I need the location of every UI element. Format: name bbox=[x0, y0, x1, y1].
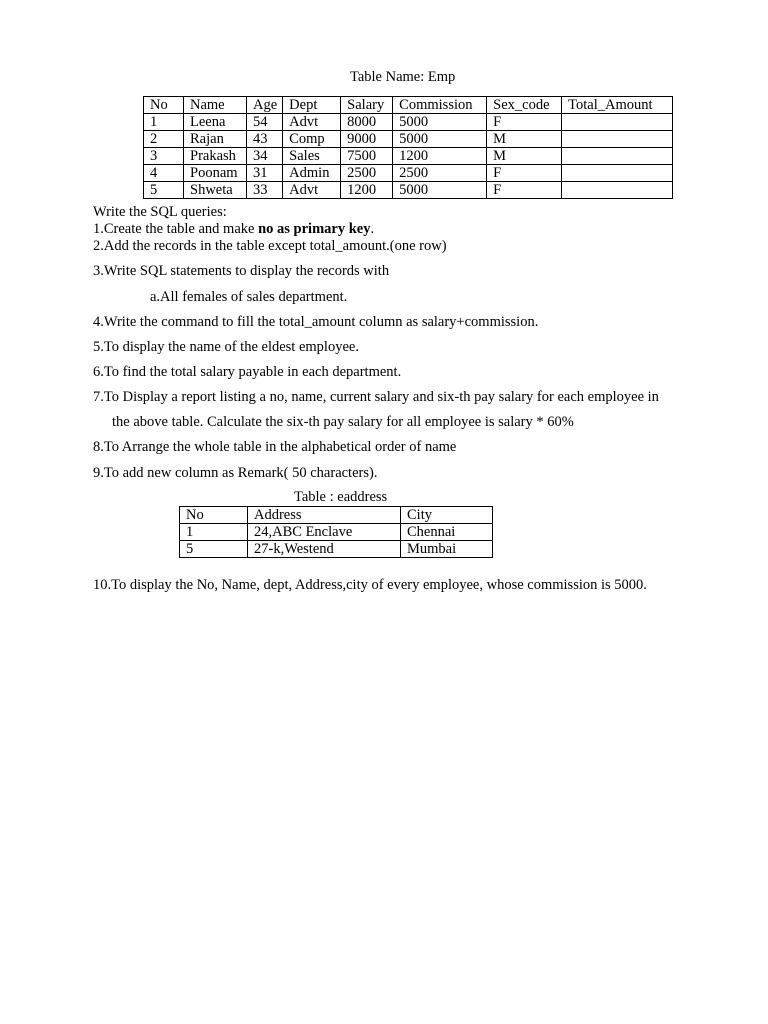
table-cell: F bbox=[487, 165, 562, 182]
table-cell: Advt bbox=[283, 182, 341, 199]
table-cell: M bbox=[487, 148, 562, 165]
eaddress-table-header-row bbox=[180, 507, 493, 524]
table-row bbox=[144, 114, 673, 131]
table-cell: Chennai bbox=[401, 524, 493, 541]
table-cell: Leena bbox=[184, 114, 247, 131]
emp-table-caption: Table Name: Emp bbox=[350, 69, 456, 85]
emp-header-cell: Name bbox=[184, 97, 247, 114]
table-cell: 2 bbox=[144, 131, 184, 148]
table-cell: 34 bbox=[247, 148, 283, 165]
table-cell: M bbox=[487, 131, 562, 148]
eaddress-header-cell: No bbox=[180, 507, 248, 524]
table-cell bbox=[562, 114, 673, 131]
table-cell bbox=[562, 165, 673, 182]
question-2: 2.Add the records in the table except total_amount.(one row) bbox=[93, 238, 447, 254]
table-cell: 4 bbox=[144, 165, 184, 182]
table-cell: Advt bbox=[283, 114, 341, 131]
eaddress-header-cell: Address bbox=[248, 507, 401, 524]
table-cell: F bbox=[487, 114, 562, 131]
emp-header-cell: Salary bbox=[341, 97, 393, 114]
table-cell: Prakash bbox=[184, 148, 247, 165]
eaddress-table bbox=[179, 506, 493, 558]
table-row bbox=[180, 541, 493, 558]
emp-header-cell: Total_Amount bbox=[562, 97, 673, 114]
table-cell: Comp bbox=[283, 131, 341, 148]
table-row bbox=[144, 148, 673, 165]
question-1 bbox=[93, 221, 374, 238]
question-1-bold: no as primary key bbox=[258, 221, 371, 237]
table-row bbox=[144, 182, 673, 199]
table-cell bbox=[562, 148, 673, 165]
table-cell bbox=[562, 131, 673, 148]
table-cell: 5 bbox=[144, 182, 184, 199]
emp-header-cell: Age bbox=[247, 97, 283, 114]
eaddress-table-caption: Table : eaddress bbox=[294, 489, 388, 505]
table-cell: F bbox=[487, 182, 562, 199]
table-row bbox=[144, 131, 673, 148]
question-10: 10.To display the No, Name, dept, Address,city of every employee, whose commission is 5000. bbox=[93, 577, 647, 593]
table-cell: Sales bbox=[283, 148, 341, 165]
table-cell: 5 bbox=[180, 541, 248, 558]
table-cell: 5000 bbox=[393, 114, 487, 131]
table-cell: 1 bbox=[144, 114, 184, 131]
table-cell: 1200 bbox=[341, 182, 393, 199]
table-cell: 5000 bbox=[393, 182, 487, 199]
table-row bbox=[180, 524, 493, 541]
instructions-heading: Write the SQL queries: bbox=[93, 204, 227, 220]
question-4: 4.Write the command to fill the total_amount column as salary+commission. bbox=[93, 314, 539, 330]
table-cell: 9000 bbox=[341, 131, 393, 148]
table-cell: Shweta bbox=[184, 182, 247, 199]
table-cell: 3 bbox=[144, 148, 184, 165]
table-cell bbox=[562, 182, 673, 199]
emp-header-cell: Commission bbox=[393, 97, 487, 114]
emp-header-cell: Dept bbox=[283, 97, 341, 114]
table-cell: 43 bbox=[247, 131, 283, 148]
table-cell: 54 bbox=[247, 114, 283, 131]
question-1-prefix: 1.Create the table and make bbox=[93, 221, 259, 237]
table-cell: 2500 bbox=[341, 165, 393, 182]
emp-header-cell: Sex_code bbox=[487, 97, 562, 114]
question-3: 3.Write SQL statements to display the records with bbox=[93, 263, 390, 279]
table-cell: 24,ABC Enclave bbox=[248, 524, 401, 541]
table-cell: Admin bbox=[283, 165, 341, 182]
question-7-line-1: 7.To Display a report listing a no, name, current salary and six-th pay salary for each employee in bbox=[93, 389, 659, 405]
question-1-suffix: . bbox=[370, 221, 375, 237]
emp-header-cell: No bbox=[144, 97, 184, 114]
table-cell: 2500 bbox=[393, 165, 487, 182]
table-cell: Poonam bbox=[184, 165, 247, 182]
table-cell: 1 bbox=[180, 524, 248, 541]
table-cell: 33 bbox=[247, 182, 283, 199]
table-cell: Mumbai bbox=[401, 541, 493, 558]
table-cell: 7500 bbox=[341, 148, 393, 165]
question-8: 8.To Arrange the whole table in the alphabetical order of name bbox=[93, 439, 457, 455]
table-cell: Rajan bbox=[184, 131, 247, 148]
table-cell: 8000 bbox=[341, 114, 393, 131]
question-9: 9.To add new column as Remark( 50 characters). bbox=[93, 465, 378, 481]
emp-table-header-row bbox=[144, 97, 673, 114]
question-3a: a.All females of sales department. bbox=[150, 289, 348, 305]
table-cell: 27-k,Westend bbox=[248, 541, 401, 558]
question-5: 5.To display the name of the eldest employee. bbox=[93, 339, 359, 355]
question-6: 6.To find the total salary payable in each department. bbox=[93, 364, 402, 380]
emp-table bbox=[143, 96, 673, 199]
table-row bbox=[144, 165, 673, 182]
table-cell: 31 bbox=[247, 165, 283, 182]
question-7-line-2: the above table. Calculate the six-th pay salary for all employee is salary * 60% bbox=[112, 414, 574, 430]
eaddress-header-cell: City bbox=[401, 507, 493, 524]
table-cell: 5000 bbox=[393, 131, 487, 148]
table-cell: 1200 bbox=[393, 148, 487, 165]
